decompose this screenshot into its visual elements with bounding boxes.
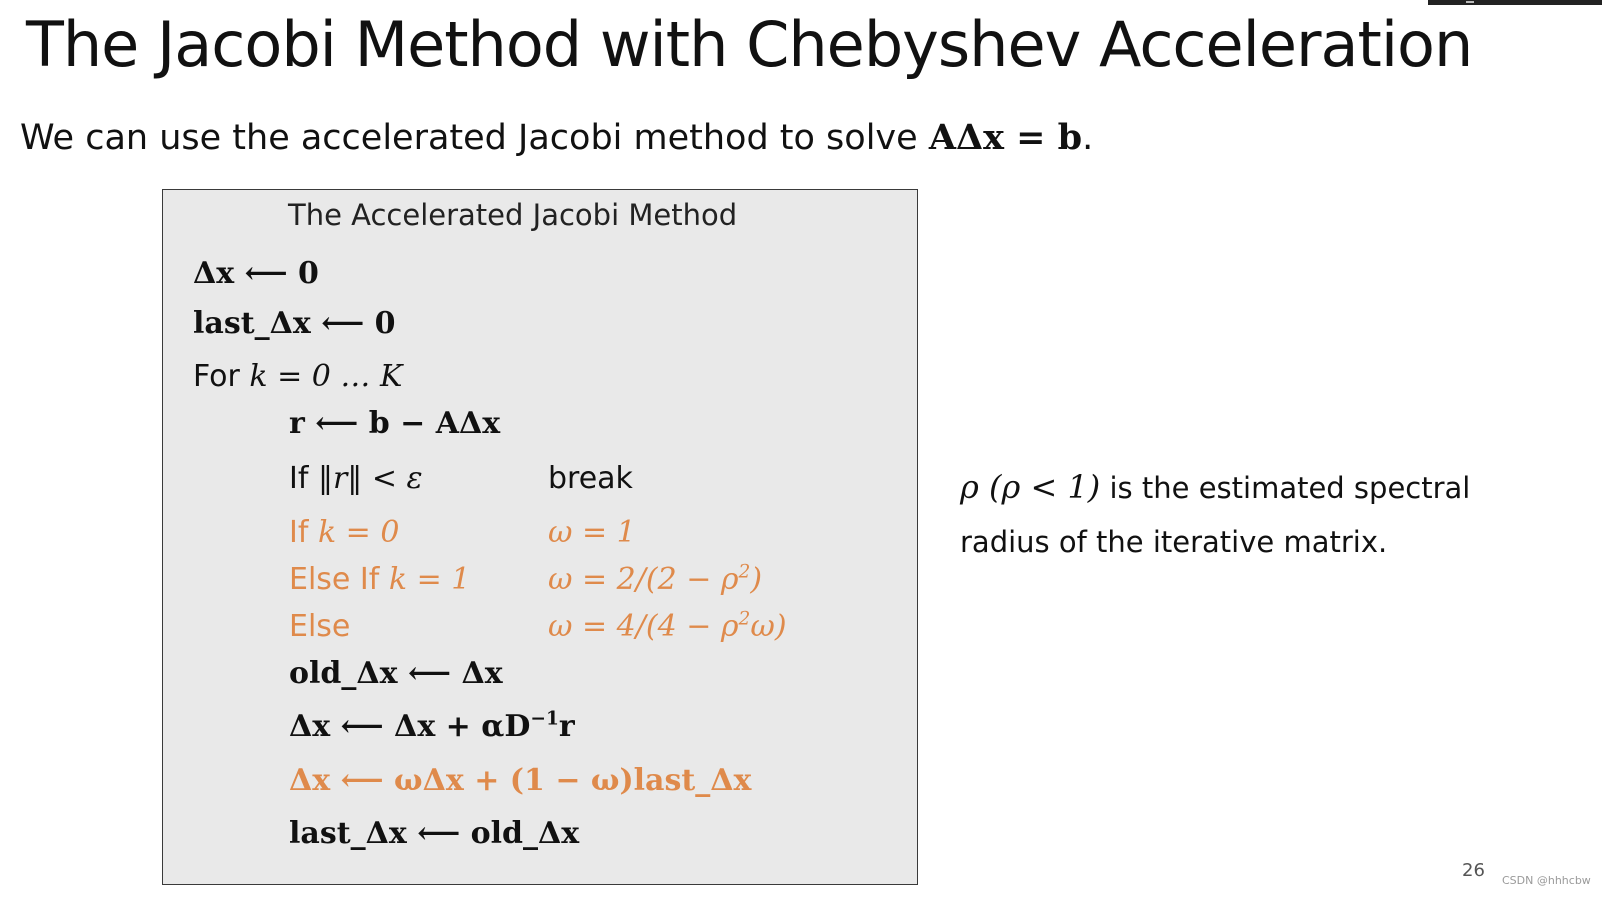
intro-equation: AΔx = b (928, 117, 1083, 158)
elseif-condition: k = 1 (388, 562, 471, 597)
omega-2-exponent: 2 (738, 561, 751, 583)
algorithm-title: The Accelerated Jacobi Method (288, 198, 738, 232)
omega-3-close: ω) (750, 609, 787, 644)
algo-last-assign: last_Δx ⟵ old_Δx (289, 816, 580, 851)
spectral-radius-note (960, 460, 1520, 569)
watermark: CSDN @hhhcbw (1502, 874, 1591, 887)
algo-omega-1: ω = 1 (548, 515, 636, 550)
elseif-label: Else If (289, 562, 389, 597)
intro-sentence (20, 112, 1093, 164)
update-exponent: −1 (530, 708, 559, 730)
intro-text: We can use the accelerated Jacobi method to solve (20, 118, 929, 158)
update-main: Δx ⟵ Δx + αD (289, 709, 531, 744)
algo-if-convergence (289, 457, 423, 501)
omega-2-main: ω = 2/(2 − ρ (548, 562, 739, 597)
omega-3-exponent: 2 (738, 608, 751, 630)
algo-break: break (548, 461, 633, 496)
algo-init-dx: Δx ⟵ 0 (193, 256, 319, 291)
if-k0-label: If (289, 515, 318, 550)
if-condition: ‖r‖ < ε (317, 461, 423, 496)
algo-init-last: last_Δx ⟵ 0 (193, 306, 396, 341)
page-number: 26 (1462, 860, 1485, 881)
omega-3-main: ω = 4/(4 − ρ (548, 609, 739, 644)
algo-residual: r ⟵ b − AΔx (289, 406, 501, 441)
algo-omega-2 (548, 558, 762, 602)
intro-period: . (1082, 118, 1094, 158)
note-text: is the estimated spectral radius of the iterative matrix. (960, 471, 1471, 559)
algo-else: Else (289, 609, 351, 644)
algo-old-assign: old_Δx ⟵ Δx (289, 656, 503, 691)
omega-2-close: ) (750, 562, 763, 597)
algo-if-k0 (289, 511, 399, 555)
algo-jacobi-update (289, 705, 575, 749)
algo-elseif-k1 (289, 558, 470, 602)
if-label: If (289, 461, 318, 496)
for-range: k = 0 … K (249, 359, 403, 394)
algo-chebyshev-update: Δx ⟵ ωΔx + (1 − ω)last_Δx (289, 763, 752, 798)
for-label: For (193, 359, 250, 394)
algo-omega-3 (548, 605, 787, 649)
algo-for-loop (193, 355, 402, 399)
slide-title: The Jacobi Method with Chebyshev Acceleration (26, 8, 1473, 81)
note-math: ρ (ρ < 1) (960, 468, 1101, 506)
if-k0-condition: k = 0 (317, 515, 400, 550)
update-tail: r (558, 709, 575, 744)
